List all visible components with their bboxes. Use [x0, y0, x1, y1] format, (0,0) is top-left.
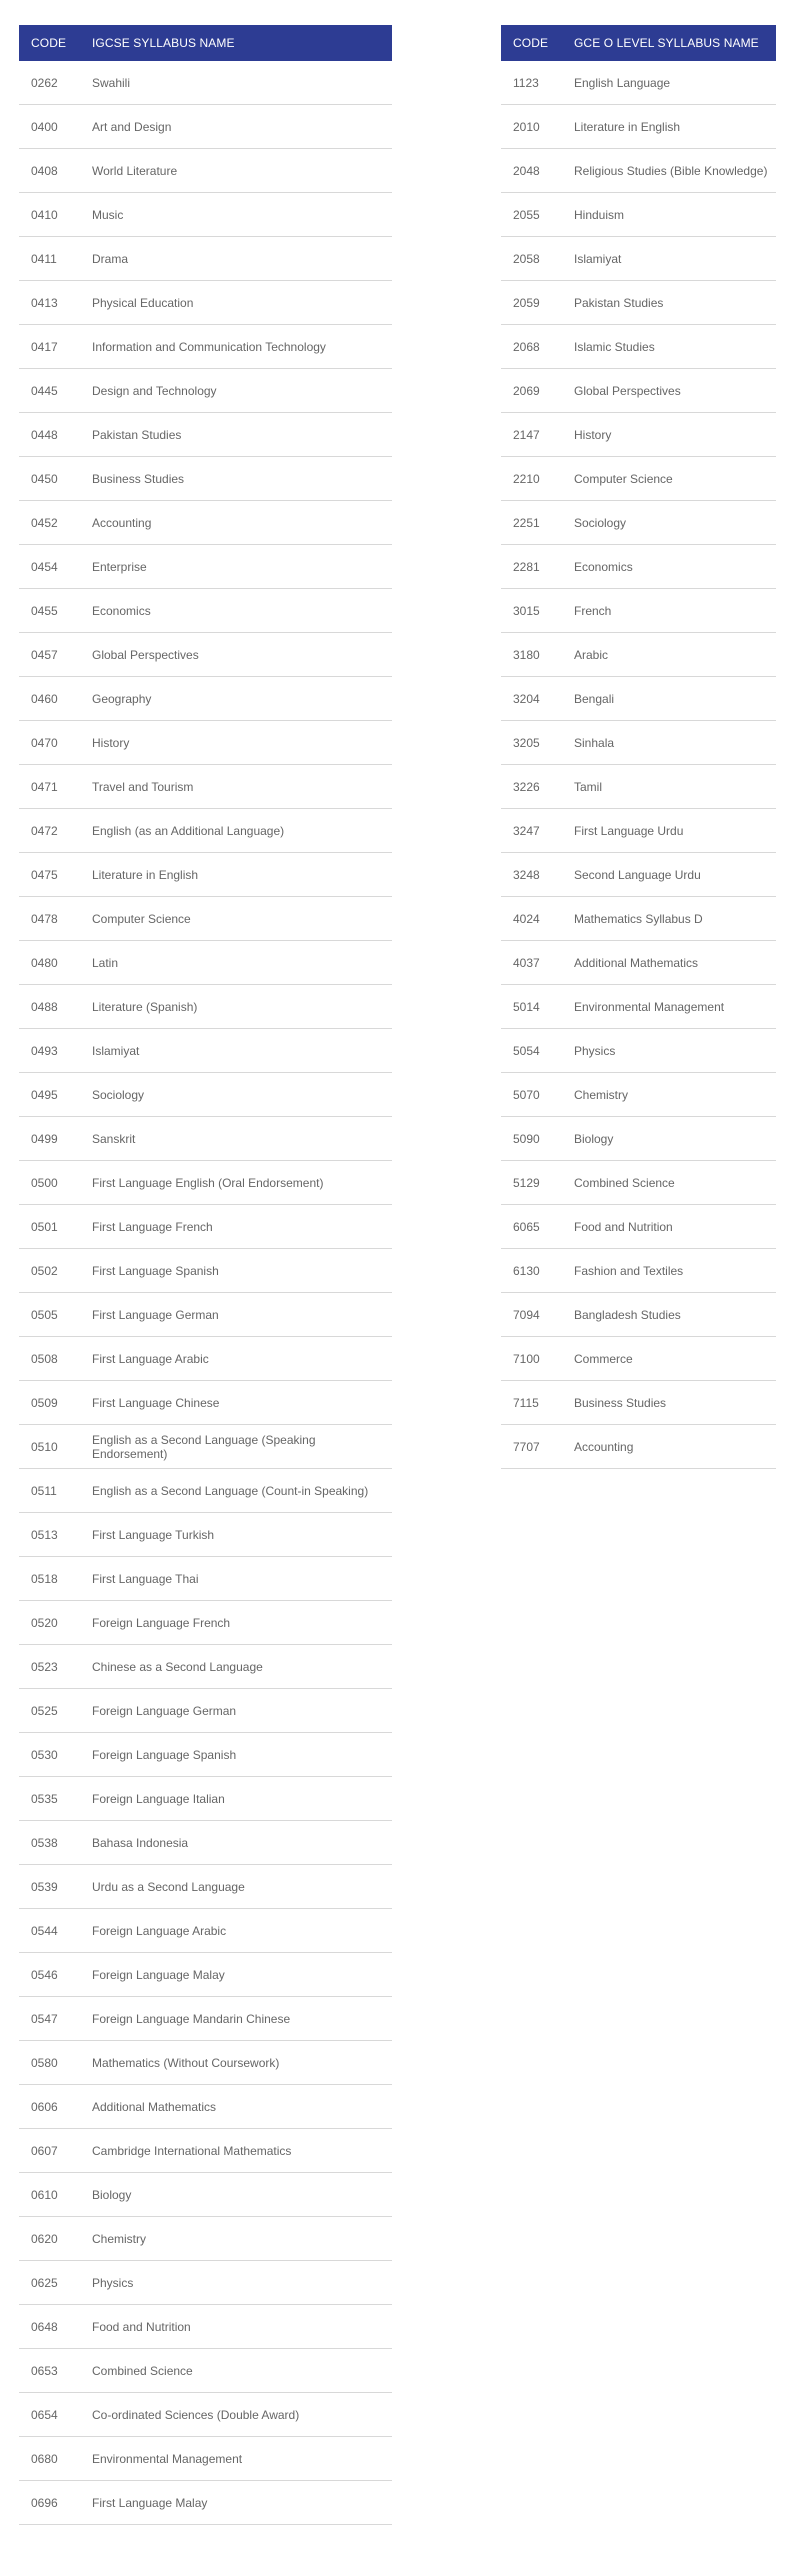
- syllabus-code: 5070: [501, 1073, 574, 1117]
- syllabus-code: 0475: [19, 853, 92, 897]
- table-row: [501, 589, 776, 633]
- syllabus-name: Bengali: [574, 677, 776, 721]
- syllabus-name: Commerce: [574, 1337, 776, 1381]
- syllabus-name: Accounting: [92, 501, 392, 545]
- column-header-code: CODE: [501, 25, 574, 61]
- syllabus-name: Foreign Language French: [92, 1601, 392, 1645]
- syllabus-code: 3247: [501, 809, 574, 853]
- syllabus-code: 0520: [19, 1601, 92, 1645]
- syllabus-name: Fashion and Textiles: [574, 1249, 776, 1293]
- syllabus-code: 0606: [19, 2085, 92, 2129]
- syllabus-code: 0480: [19, 941, 92, 985]
- syllabus-code: 0448: [19, 413, 92, 457]
- table-row: [19, 1733, 392, 1777]
- syllabus-name: Physics: [574, 1029, 776, 1073]
- syllabus-code: 0501: [19, 1205, 92, 1249]
- syllabus-name: First Language Malay: [92, 2481, 392, 2525]
- table-row: [19, 1997, 392, 2041]
- syllabus-name: Chinese as a Second Language: [92, 1645, 392, 1689]
- syllabus-name: Islamic Studies: [574, 325, 776, 369]
- table-row: [19, 1425, 392, 1469]
- syllabus-name: First Language French: [92, 1205, 392, 1249]
- syllabus-code: 0648: [19, 2305, 92, 2349]
- syllabus-code: 0471: [19, 765, 92, 809]
- syllabus-name: Tamil: [574, 765, 776, 809]
- table-header-row: [19, 25, 392, 61]
- syllabus-code: 0410: [19, 193, 92, 237]
- table-row: [501, 281, 776, 325]
- table-row: [19, 721, 392, 765]
- syllabus-code: 0413: [19, 281, 92, 325]
- syllabus-name: Foreign Language Mandarin Chinese: [92, 1997, 392, 2041]
- syllabus-name: Enterprise: [92, 545, 392, 589]
- syllabus-code: 0523: [19, 1645, 92, 1689]
- table-row: [501, 1117, 776, 1161]
- table-row: [19, 1117, 392, 1161]
- syllabus-code: 0445: [19, 369, 92, 413]
- syllabus-code: 2010: [501, 105, 574, 149]
- table-row: [501, 545, 776, 589]
- syllabus-code: 0452: [19, 501, 92, 545]
- syllabus-code: 0518: [19, 1557, 92, 1601]
- syllabus-name: First Language Turkish: [92, 1513, 392, 1557]
- table-header-row: [501, 25, 776, 61]
- syllabus-code: 0508: [19, 1337, 92, 1381]
- syllabus-name: Additional Mathematics: [92, 2085, 392, 2129]
- syllabus-name: Travel and Tourism: [92, 765, 392, 809]
- table-row: [19, 853, 392, 897]
- syllabus-name: English Language: [574, 61, 776, 105]
- table-row: [501, 325, 776, 369]
- syllabus-code: 0262: [19, 61, 92, 105]
- syllabus-name: Sanskrit: [92, 1117, 392, 1161]
- syllabus-code: 2055: [501, 193, 574, 237]
- syllabus-code: 2059: [501, 281, 574, 325]
- syllabus-name: Foreign Language Malay: [92, 1953, 392, 1997]
- table-row: [19, 1249, 392, 1293]
- syllabus-name: Computer Science: [574, 457, 776, 501]
- table-row: [501, 809, 776, 853]
- syllabus-code: 7115: [501, 1381, 574, 1425]
- column-header-syllabus-name: IGCSE SYLLABUS NAME: [92, 25, 392, 61]
- table-row: [19, 2393, 392, 2437]
- table-row: [19, 1909, 392, 1953]
- syllabus-name: History: [92, 721, 392, 765]
- table-row: [501, 1425, 776, 1469]
- syllabus-name: Mathematics (Without Coursework): [92, 2041, 392, 2085]
- syllabus-name: First Language Chinese: [92, 1381, 392, 1425]
- syllabus-code: 0455: [19, 589, 92, 633]
- syllabus-name: Mathematics Syllabus D: [574, 897, 776, 941]
- syllabus-code: 3204: [501, 677, 574, 721]
- syllabus-name: Design and Technology: [92, 369, 392, 413]
- syllabus-name: Islamiyat: [92, 1029, 392, 1073]
- table-row: [501, 633, 776, 677]
- table-row: [19, 1293, 392, 1337]
- table-row: [19, 325, 392, 369]
- table-row: [19, 369, 392, 413]
- syllabus-code: 3226: [501, 765, 574, 809]
- syllabus-name: Physical Education: [92, 281, 392, 325]
- syllabus-name: Additional Mathematics: [574, 941, 776, 985]
- syllabus-code: 0620: [19, 2217, 92, 2261]
- table-row: [19, 1205, 392, 1249]
- table-row: [501, 413, 776, 457]
- syllabus-name: Second Language Urdu: [574, 853, 776, 897]
- syllabus-name: Islamiyat: [574, 237, 776, 281]
- syllabus-code: 0502: [19, 1249, 92, 1293]
- syllabus-code: 4037: [501, 941, 574, 985]
- syllabus-name: Urdu as a Second Language: [92, 1865, 392, 1909]
- table-row: [501, 1073, 776, 1117]
- syllabus-code: 3180: [501, 633, 574, 677]
- syllabus-name: Global Perspectives: [92, 633, 392, 677]
- syllabus-code: 0544: [19, 1909, 92, 1953]
- table-row: [19, 1645, 392, 1689]
- syllabus-name: First Language English (Oral Endorsement): [92, 1161, 392, 1205]
- table-row: [501, 853, 776, 897]
- table-row: [501, 941, 776, 985]
- syllabus-code: 0511: [19, 1469, 92, 1513]
- olevel-syllabus-table: [501, 25, 776, 1469]
- table-row: [501, 369, 776, 413]
- syllabus-name: Environmental Management: [574, 985, 776, 1029]
- table-row: [19, 897, 392, 941]
- syllabus-name: Hinduism: [574, 193, 776, 237]
- table-row: [19, 1777, 392, 1821]
- table-row: [19, 1513, 392, 1557]
- table-row: [501, 721, 776, 765]
- syllabus-name: Combined Science: [92, 2349, 392, 2393]
- syllabus-code: 0454: [19, 545, 92, 589]
- table-row: [19, 985, 392, 1029]
- table-row: [19, 1161, 392, 1205]
- syllabus-code: 6130: [501, 1249, 574, 1293]
- table-row: [19, 1469, 392, 1513]
- table-row: [19, 677, 392, 721]
- syllabus-code: 0505: [19, 1293, 92, 1337]
- syllabus-code: 0472: [19, 809, 92, 853]
- syllabus-code: 0610: [19, 2173, 92, 2217]
- syllabus-code: 0696: [19, 2481, 92, 2525]
- table-row: [19, 1557, 392, 1601]
- table-row: [19, 941, 392, 985]
- syllabus-name: Pakistan Studies: [92, 413, 392, 457]
- syllabus-name: Information and Communication Technology: [92, 325, 392, 369]
- syllabus-code: 0535: [19, 1777, 92, 1821]
- syllabus-name: Combined Science: [574, 1161, 776, 1205]
- syllabus-name: Business Studies: [92, 457, 392, 501]
- syllabus-name: First Language Spanish: [92, 1249, 392, 1293]
- table-row: [19, 457, 392, 501]
- table-row: [501, 1205, 776, 1249]
- table-row: [501, 1029, 776, 1073]
- syllabus-code: 0499: [19, 1117, 92, 1161]
- syllabus-name: First Language Arabic: [92, 1337, 392, 1381]
- syllabus-name: Geography: [92, 677, 392, 721]
- table-row: [19, 1029, 392, 1073]
- syllabus-name: Co-ordinated Sciences (Double Award): [92, 2393, 392, 2437]
- table-row: [501, 149, 776, 193]
- table-row: [19, 545, 392, 589]
- syllabus-code: 0457: [19, 633, 92, 677]
- table-row: [19, 61, 392, 105]
- syllabus-name: Physics: [92, 2261, 392, 2305]
- syllabus-code: 5054: [501, 1029, 574, 1073]
- table-row: [19, 2041, 392, 2085]
- table-row: [19, 2173, 392, 2217]
- table-row: [19, 149, 392, 193]
- syllabus-name: History: [574, 413, 776, 457]
- syllabus-code: 0488: [19, 985, 92, 1029]
- syllabus-name: Literature in English: [574, 105, 776, 149]
- syllabus-code: 5090: [501, 1117, 574, 1161]
- syllabus-code: 0654: [19, 2393, 92, 2437]
- syllabus-code: 0495: [19, 1073, 92, 1117]
- syllabus-name: English (as an Additional Language): [92, 809, 392, 853]
- syllabus-name: First Language German: [92, 1293, 392, 1337]
- syllabus-code: 0470: [19, 721, 92, 765]
- table-row: [501, 985, 776, 1029]
- table-row: [19, 1953, 392, 1997]
- syllabus-name: Business Studies: [574, 1381, 776, 1425]
- table-row: [19, 501, 392, 545]
- table-row: [19, 1821, 392, 1865]
- syllabus-name: Swahili: [92, 61, 392, 105]
- table-row: [501, 1381, 776, 1425]
- syllabus-code: 6065: [501, 1205, 574, 1249]
- syllabus-name: World Literature: [92, 149, 392, 193]
- syllabus-code: 0450: [19, 457, 92, 501]
- syllabus-code: 0478: [19, 897, 92, 941]
- syllabus-code: 0653: [19, 2349, 92, 2393]
- table-body: [501, 61, 776, 1469]
- syllabus-name: Foreign Language Italian: [92, 1777, 392, 1821]
- syllabus-name: Accounting: [574, 1425, 776, 1469]
- table-row: [19, 1337, 392, 1381]
- syllabus-name: English as a Second Language (Speaking Endorsement): [92, 1425, 392, 1469]
- syllabus-code: 0538: [19, 1821, 92, 1865]
- syllabus-code: 3015: [501, 589, 574, 633]
- syllabus-name: Computer Science: [92, 897, 392, 941]
- table-row: [501, 765, 776, 809]
- table-row: [19, 1601, 392, 1645]
- table-row: [501, 193, 776, 237]
- table-row: [19, 1073, 392, 1117]
- syllabus-code: 5129: [501, 1161, 574, 1205]
- syllabus-code: 2058: [501, 237, 574, 281]
- syllabus-code: 0607: [19, 2129, 92, 2173]
- syllabus-name: Art and Design: [92, 105, 392, 149]
- syllabus-name: Bahasa Indonesia: [92, 1821, 392, 1865]
- syllabus-code: 0500: [19, 1161, 92, 1205]
- column-header-code: CODE: [19, 25, 92, 61]
- syllabus-code: 2048: [501, 149, 574, 193]
- table-row: [501, 501, 776, 545]
- syllabus-name: Economics: [92, 589, 392, 633]
- table-row: [19, 589, 392, 633]
- syllabus-code: 2281: [501, 545, 574, 589]
- syllabus-name: Cambridge International Mathematics: [92, 2129, 392, 2173]
- syllabus-code: 4024: [501, 897, 574, 941]
- syllabus-name: Sinhala: [574, 721, 776, 765]
- syllabus-code: 3248: [501, 853, 574, 897]
- table-row: [501, 1249, 776, 1293]
- syllabus-code: 7707: [501, 1425, 574, 1469]
- syllabus-name: Music: [92, 193, 392, 237]
- table-row: [501, 677, 776, 721]
- syllabus-code: 0493: [19, 1029, 92, 1073]
- syllabus-name: Foreign Language Spanish: [92, 1733, 392, 1777]
- syllabus-code: 0680: [19, 2437, 92, 2481]
- syllabus-name: Latin: [92, 941, 392, 985]
- syllabus-code: 7100: [501, 1337, 574, 1381]
- table-row: [19, 413, 392, 457]
- table-row: [501, 1293, 776, 1337]
- syllabus-code: 2069: [501, 369, 574, 413]
- table-row: [19, 2305, 392, 2349]
- table-row: [501, 1337, 776, 1381]
- syllabus-code: 0547: [19, 1997, 92, 2041]
- syllabus-code: 2068: [501, 325, 574, 369]
- syllabus-code: 2251: [501, 501, 574, 545]
- syllabus-code: 2210: [501, 457, 574, 501]
- table-row: [19, 2085, 392, 2129]
- table-row: [19, 2437, 392, 2481]
- syllabus-name: Bangladesh Studies: [574, 1293, 776, 1337]
- table-row: [19, 2349, 392, 2393]
- syllabus-name: Global Perspectives: [574, 369, 776, 413]
- syllabus-name: Food and Nutrition: [574, 1205, 776, 1249]
- syllabus-code: 2147: [501, 413, 574, 457]
- table-row: [19, 633, 392, 677]
- syllabus-code: 0408: [19, 149, 92, 193]
- syllabus-code: 0411: [19, 237, 92, 281]
- table-row: [501, 61, 776, 105]
- syllabus-code: 1123: [501, 61, 574, 105]
- table-row: [501, 897, 776, 941]
- table-row: [19, 2217, 392, 2261]
- table-body: [19, 61, 392, 2525]
- syllabus-code: 0460: [19, 677, 92, 721]
- syllabus-code: 0625: [19, 2261, 92, 2305]
- syllabus-name: Literature (Spanish): [92, 985, 392, 1029]
- table-row: [501, 237, 776, 281]
- syllabus-code: 0530: [19, 1733, 92, 1777]
- syllabus-name: English as a Second Language (Count-in Speaking): [92, 1469, 392, 1513]
- syllabus-name: Sociology: [92, 1073, 392, 1117]
- syllabus-name: Literature in English: [92, 853, 392, 897]
- syllabus-name: Religious Studies (Bible Knowledge): [574, 149, 776, 193]
- table-row: [19, 1381, 392, 1425]
- syllabus-name: Sociology: [574, 501, 776, 545]
- syllabus-code: 0417: [19, 325, 92, 369]
- syllabus-name: Foreign Language Arabic: [92, 1909, 392, 1953]
- table-row: [501, 105, 776, 149]
- table-row: [19, 1689, 392, 1733]
- table-row: [501, 457, 776, 501]
- syllabus-name: Pakistan Studies: [574, 281, 776, 325]
- syllabus-code: 5014: [501, 985, 574, 1029]
- syllabus-name: First Language Thai: [92, 1557, 392, 1601]
- syllabus-name: Drama: [92, 237, 392, 281]
- syllabus-name: First Language Urdu: [574, 809, 776, 853]
- table-row: [19, 765, 392, 809]
- syllabus-name: Arabic: [574, 633, 776, 677]
- syllabus-code: 3205: [501, 721, 574, 765]
- syllabus-name: Economics: [574, 545, 776, 589]
- syllabus-name: Foreign Language German: [92, 1689, 392, 1733]
- syllabus-code: 0513: [19, 1513, 92, 1557]
- syllabus-code: 7094: [501, 1293, 574, 1337]
- table-row: [19, 2481, 392, 2525]
- table-row: [19, 1865, 392, 1909]
- table-row: [501, 1161, 776, 1205]
- syllabus-code: 0580: [19, 2041, 92, 2085]
- table-row: [19, 2261, 392, 2305]
- table-row: [19, 193, 392, 237]
- table-row: [19, 237, 392, 281]
- syllabus-name: Food and Nutrition: [92, 2305, 392, 2349]
- syllabus-code: 0546: [19, 1953, 92, 1997]
- syllabus-code: 0539: [19, 1865, 92, 1909]
- table-row: [19, 2129, 392, 2173]
- syllabus-name: Environmental Management: [92, 2437, 392, 2481]
- syllabus-code: 0510: [19, 1425, 92, 1469]
- syllabus-name: Biology: [92, 2173, 392, 2217]
- table-row: [19, 809, 392, 853]
- syllabus-code: 0509: [19, 1381, 92, 1425]
- syllabus-name: Chemistry: [574, 1073, 776, 1117]
- syllabus-name: Chemistry: [92, 2217, 392, 2261]
- column-header-syllabus-name: GCE O LEVEL SYLLABUS NAME: [574, 25, 776, 61]
- syllabus-code: 0400: [19, 105, 92, 149]
- table-row: [19, 281, 392, 325]
- syllabus-name: Biology: [574, 1117, 776, 1161]
- syllabus-code: 0525: [19, 1689, 92, 1733]
- table-row: [19, 105, 392, 149]
- igcse-syllabus-table: [19, 25, 392, 2525]
- syllabus-name: French: [574, 589, 776, 633]
